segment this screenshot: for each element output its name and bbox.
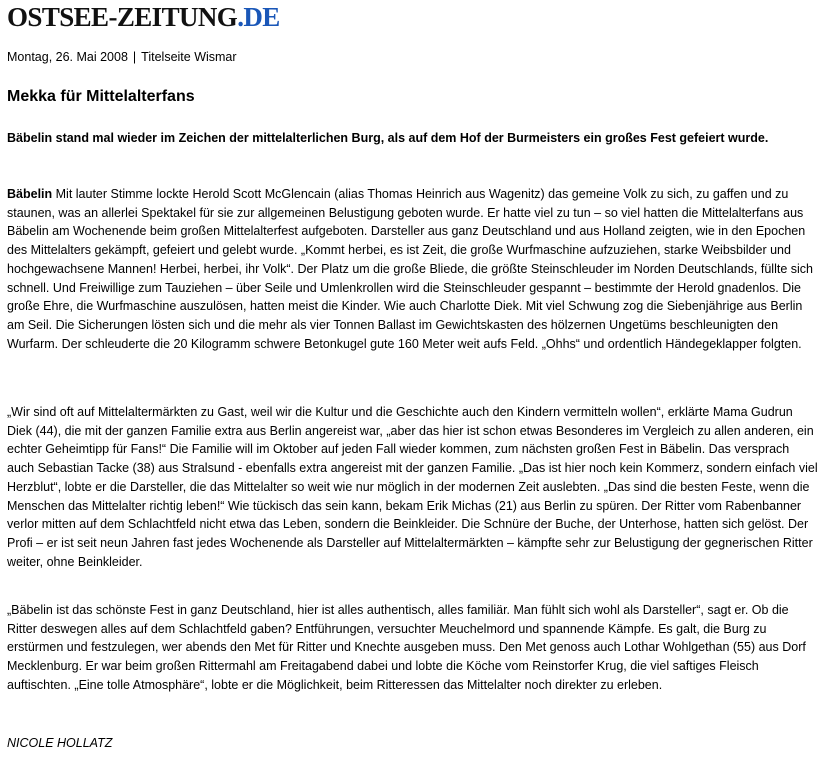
- article-paragraph-2: „Wir sind oft auf Mittelaltermärkten zu Gast, weil wir die Kultur und die Geschichte auch den Kindern vermitteln wollen“, erklärte Mama Gudrun Diek (44), die mit der ganzen Familie extra aus Berlin angereist war, „aber das hier ist schon etwas Besonderes im Vergleich zu allen anderen, ein echter Geheimtipp für Fans!“ Die Familie will im Oktober auf jeden Fall wieder kommen, zum nächsten großen Fest in Bäbelin. Das versprach auch Sebastian Tacke (38) aus Stralsund - ebenfalls extra angereist mit der ganzen Familie. „Das ist hier noch kein Kommerz, sondern einfach viel Herzblut“, lobte er die Darsteller, die das Mittelalter so weit wie nur möglich in der modernen Zeit auslebten. „Das sind die besten Feste, wenn die Menschen das Mittelalter richtig leben!“ Wie tückisch das sein kann, bekam Erik Michas (21) aus Berlin zu spüren. Der Ritter vom Rabenbanner verlor mitten auf dem Schlachtfeld nicht etwa das Leben, sondern die Beinkleider. Die Schnüre der Buche, der Unterhose, hatten sich gelöst. Der Profi – er ist seit neun Jahren fast jedes Wochenende als Darsteller auf Mittelaltermärkten – kämpfte sehr zur Belustigung der gegnerischen Ritter weiter, ohne Beinkleider.: [7, 405, 818, 569]
- site-logo[interactable]: [7, 2, 280, 32]
- logo-name: OSTSEE-ZEITUNG: [7, 2, 238, 32]
- meta-separator: |: [132, 50, 137, 64]
- publish-date: Montag, 26. Mai 2008: [7, 50, 128, 64]
- article-author: NICOLE HOLLATZ: [7, 736, 113, 750]
- article-meta: [7, 49, 237, 65]
- article-lead: Bäbelin stand mal wieder im Zeichen der mittelalterlichen Burg, als auf dem Hof der Burmeisters ein großes Fest gefeiert wurde.: [7, 131, 769, 145]
- article-paragraph-3: „Bäbelin ist das schönste Fest in ganz Deutschland, hier ist alles authentisch, alles familiär. Man fühlt sich wohl als Darsteller“, sagt er. Ob die Ritter deswegen alles auf dem Schlachtfeld gaben? Entführungen, versuchter Meuchelmord und spannende Kämpfe. Es galt, die Burg zu erstürmen und festzulegen, wer abends den Met für Ritter und Knechte ausgeben muss. Den Met genoss auch Lothar Wohlgethan (55) aus Dorf Mecklenburg. Er war beim großen Rittermahl am Freitagabend dabei und lobte die Köche vom Reinstorfer Krug, die viel saftiges Fleisch auftischten. „Eine tolle Atmosphäre“, lobte er die Möglichkeit, beim Ritteressen das Mittelalter noch direkter zu erleben.: [7, 603, 806, 692]
- dateline: Bäbelin: [7, 187, 53, 201]
- article-title: Mekka für Mittelalterfans: [7, 88, 195, 105]
- logo-tld: .DE: [237, 2, 280, 32]
- article-paragraph-1: [7, 185, 819, 353]
- paragraph-1-text: Mit lauter Stimme lockte Herold Scott McGlencain (alias Thomas Heinrich aus Wagenitz) das gemeine Volk zu sich, zu gaffen und zu staunen, was an allerlei Spektakel für sie zur allgemeinen Belustigung geboten wurde. Er hatte viel zu tun – so viel hatten die Mittelalterfans aus Bäbelin am Wochenende beim großen Mittelalterfest aufgeboten. Darsteller aus ganz Deutschland und aus Holland zeigten, wie in den Epochen des Mittelalters gekämpft, gefeiert und gelebt wurde. „Kommt herbei, es ist Zeit, die große Wurfmaschine aufzuziehen, starke Weibsbilder und hochgewachsene Mannen! Herbei, herbei, ihr Volk“. Der Platz um die große Bliede, die größte Steinschleuder im Norden Deutschlands, füllte sich schnell. Und Freiwillige zum Tauziehen – über Seile und Umlenkrollen wird die Steinschleuder gespannt – bestimmte der Herold gnadenlos. Die große Ehre, die Wurfmaschine auszulösen, hatten meist die Kinder. Wie auch Charlotte Diek. Mit viel Schwung zog die Siebenjährige aus Berlin am Seil. Die Sicherungen lösten sich und die mehr als vier Tonnen Ballast im Gewichtskasten des hölzernen Ungetüms beschleunigten den Wurfarm. Der schleuderte die 20 Kilogramm schwere Betonkugel gute 160 Meter weit aufs Feld. „Ohhs“ und ordentlich Händegeklapper folgten.: [7, 187, 813, 351]
- section-name: Titelseite Wismar: [141, 50, 237, 64]
